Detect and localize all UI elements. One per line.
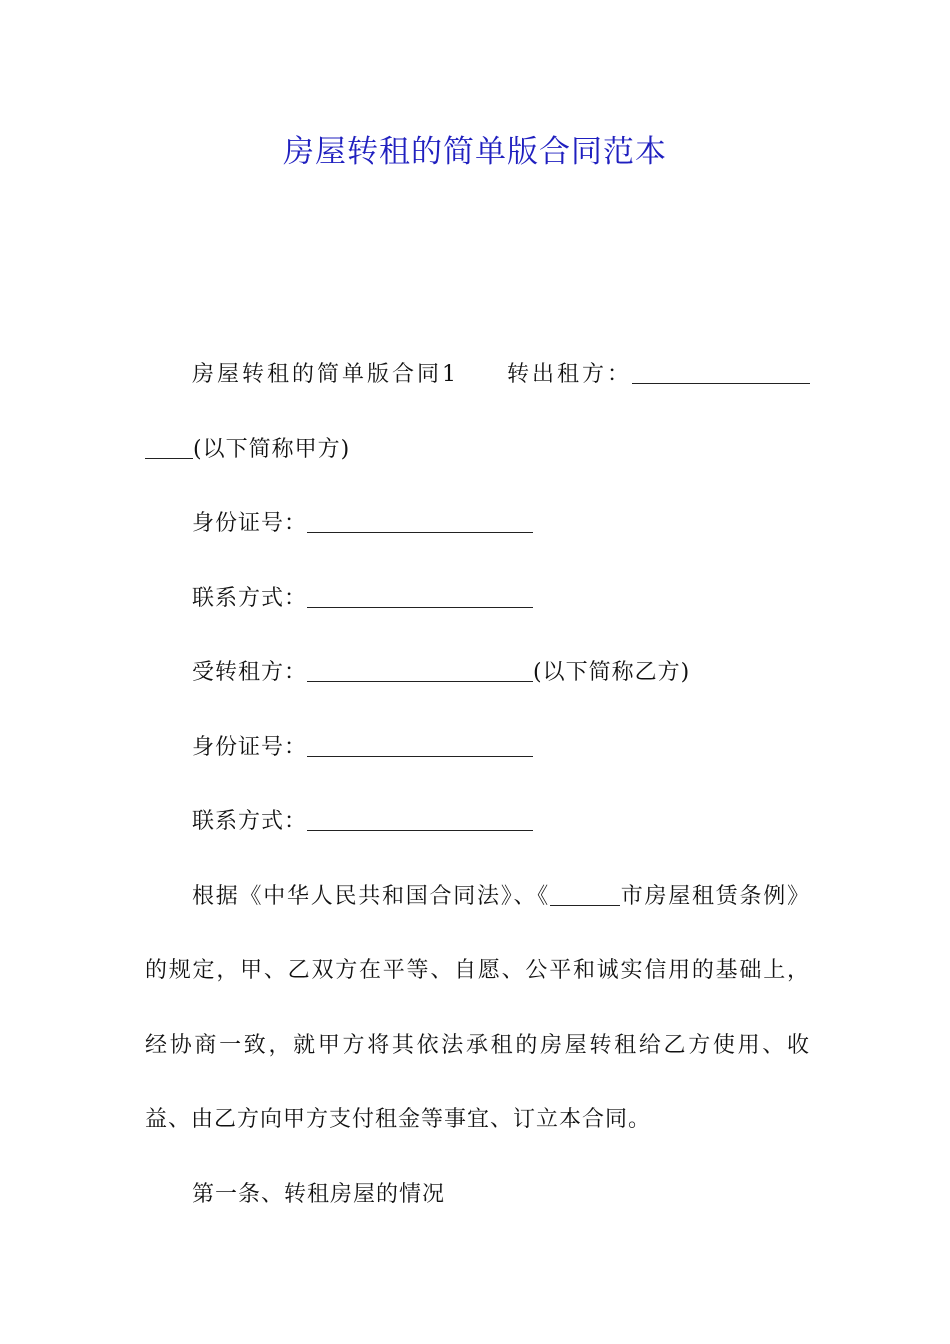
lessee-label: 受转租方： (192, 660, 308, 685)
lessor-contact-label: 联系方式： (192, 585, 308, 611)
lessor-paragraph (145, 338, 810, 487)
lessor-contact-line (145, 562, 810, 637)
lessee-contact-blank (307, 807, 533, 831)
intro-text-rest: 市房屋租赁条例》的规定，甲、乙双方在平等、自愿、公平和诚实信用的基础上，经协商一致，就甲方将其依法承租的房屋转租给乙方使用、收益、由乙方向甲方支付租金等事宜、订立本合同。 (145, 883, 810, 1132)
lessor-label: 转出租方： (505, 362, 632, 387)
article-1-heading: 第一条、转租房屋的情况 (192, 1181, 446, 1207)
lessee-id-blank (307, 733, 533, 757)
lessee-suffix: (以下简称乙方) (533, 660, 691, 685)
document-body (145, 338, 810, 1232)
lessee-id-line (145, 711, 810, 786)
lessee-line (145, 636, 810, 711)
lessee-name-blank (307, 658, 533, 682)
lessor-id-label: 身份证号： (192, 511, 308, 536)
city-blank (550, 882, 620, 906)
lessor-id-blank (307, 509, 533, 533)
lessee-contact-line (145, 785, 810, 860)
intro-text-start: 根据《中华人民共和国合同法》、《 (192, 883, 550, 909)
lessor-suffix: (以下简称甲方) (193, 436, 351, 462)
lessor-id-line (145, 487, 810, 562)
lessee-id-label: 身份证号： (192, 734, 308, 760)
lessor-contact-blank (307, 584, 533, 608)
lessor-name-blank-continued (145, 435, 193, 459)
lessee-contact-label: 联系方式： (192, 809, 308, 834)
document-title: 房屋转租的简单版合同范本 (283, 134, 667, 170)
lessor-name-blank (632, 360, 810, 384)
intro-paragraph (145, 860, 810, 1158)
contract-heading: 房屋转租的简单版合同1 (192, 362, 457, 387)
